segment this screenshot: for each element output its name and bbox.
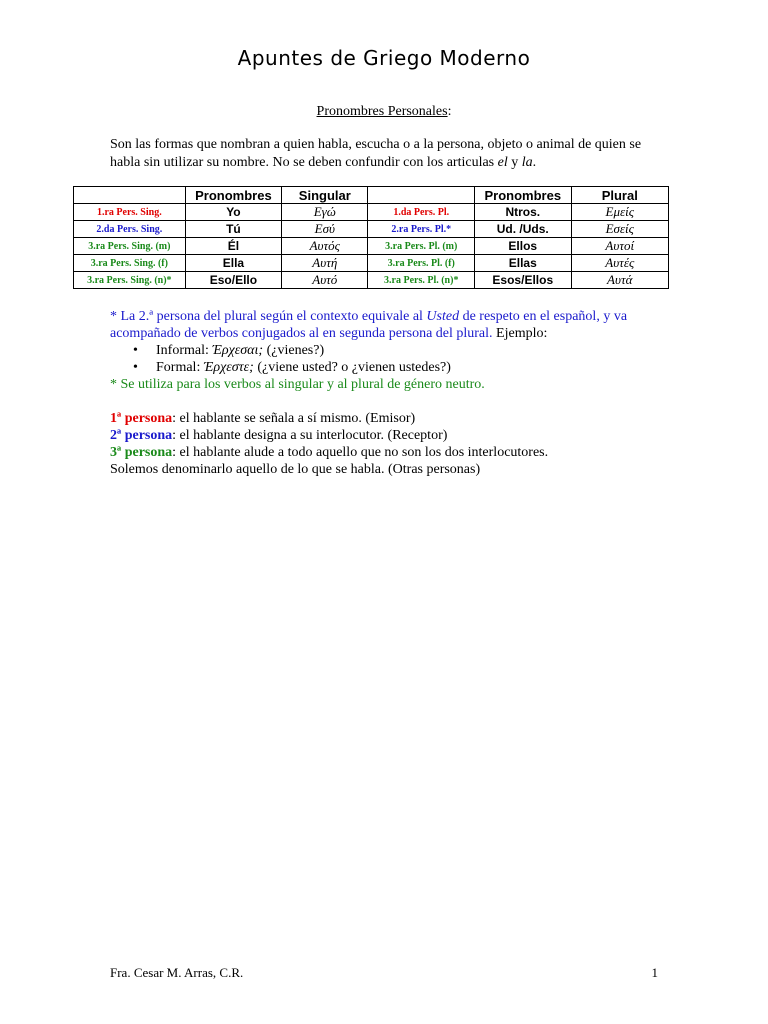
plural-pronoun-es: Ud. /Uds. [475,221,571,238]
plural-pronoun-es: Ellas [475,255,571,272]
table-row [74,238,669,255]
person-label: 2ª persona [110,428,173,443]
plural-person-label: 2.ra Pers. Pl.* [368,221,475,238]
singular-person-label: 3.ra Pers. Sing. (n)* [74,272,186,289]
persons-block [110,410,670,478]
example-label: Informal: [156,343,213,358]
person-text: : el hablante se señala a sí mismo. (Emisor) [172,411,416,426]
singular-pronoun-greek: Αυτή [282,255,368,272]
plural-pronoun-es: Ellos [475,238,571,255]
footer-author: Fra. Cesar M. Arras, C.R. [110,965,244,980]
singular-pronoun-greek: Αυτός [282,238,368,255]
person-line [110,427,670,444]
plural-pronoun-es: Esos/Ellos [475,272,571,289]
person-label: 1ª persona [110,411,173,426]
header-cell: Plural [571,187,669,204]
singular-pronoun-es: Tú [185,221,281,238]
example-label: Formal: [156,360,204,375]
plural-pronoun-greek: Αυτά [571,272,669,289]
plural-pronoun-greek: Εμείς [571,204,669,221]
person-text: : el hablante designa a su interlocutor. (Receptor) [172,428,448,443]
intro-end: . [532,155,537,170]
subtitle-text: Pronombres Personales [316,104,448,119]
singular-person-label: 1.ra Pers. Sing. [74,204,186,221]
intro-el: el [497,155,508,170]
note-neutral: * Se utiliza para los verbos al singular y al plural de género neutro. [110,377,485,392]
table-row [74,221,669,238]
list-item [156,342,670,359]
page-number: 1 [651,965,658,980]
example-list [110,342,670,376]
example-translation: (¿vienes?) [263,343,325,358]
example-greek: Έρχεστε; [203,360,254,375]
note-example-label: Ejemplo: [492,326,548,341]
intro-paragraph [110,136,670,172]
plural-pronoun-greek: Εσείς [571,221,669,238]
singular-pronoun-greek: Εγώ [282,204,368,221]
pronouns-table [73,186,669,289]
page-title: Apuntes de Griego Moderno [237,46,531,70]
person-line [110,410,670,427]
person-label: 3ª persona [110,445,173,460]
plural-pronoun-es: Ntros. [475,204,571,221]
singular-pronoun-es: Ella [185,255,281,272]
singular-person-label: 2.da Pers. Sing. [74,221,186,238]
singular-pronoun-greek: Αυτό [282,272,368,289]
plural-person-label: 3.ra Pers. Pl. (f) [368,255,475,272]
plural-pronoun-greek: Αυτοί [571,238,669,255]
plural-person-label: 1.da Pers. Pl. [368,204,475,221]
header-cell: Pronombres [185,187,281,204]
table-row [74,204,669,221]
section-subtitle [0,104,768,120]
intro-y: y [507,155,522,170]
list-item [156,359,670,376]
note-usted [110,308,670,342]
header-cell: Pronombres [475,187,571,204]
note-usted-word: Usted [426,309,460,324]
note-text: * La 2.ª persona del plural según el contexto equivale al [110,309,427,324]
plural-person-label: 3.ra Pers. Pl. (m) [368,238,475,255]
table-row [74,255,669,272]
notes-block [110,308,670,393]
singular-pronoun-es: Eso/Ello [185,272,281,289]
note-text: de respeto en el español, y va acompañado de verbos conjugados al en segunda persona del plural. [110,309,628,341]
person-text: : el hablante alude a todo aquello que no son los dos interlocutores. [172,445,549,460]
header-cell: Singular [282,187,368,204]
singular-pronoun-es: Él [185,238,281,255]
header-cell [74,187,186,204]
singular-pronoun-greek: Εσύ [282,221,368,238]
example-greek: Έρχεσαι; [212,343,264,358]
singular-person-label: 3.ra Pers. Sing. (f) [74,255,186,272]
intro-text: Son las formas que nombran a quien habla, escucha o a la persona, objeto o animal de quien se habla sin utilizar su nombre. No se deben confundir con los articulas [110,137,642,170]
person-extra: Solemos denominarlo aquello de lo que se habla. (Otras personas) [110,462,481,477]
singular-pronoun-es: Yo [185,204,281,221]
plural-pronoun-greek: Αυτές [571,255,669,272]
intro-la: la [521,155,533,170]
example-translation: (¿viene usted? o ¿vienen ustedes?) [253,360,451,375]
table-row [74,272,669,289]
subtitle-colon: : [447,104,452,119]
person-line [110,444,670,461]
plural-person-label: 3.ra Pers. Pl. (n)* [368,272,475,289]
singular-person-label: 3.ra Pers. Sing. (m) [74,238,186,255]
table-header-row [74,187,669,204]
header-cell [368,187,475,204]
